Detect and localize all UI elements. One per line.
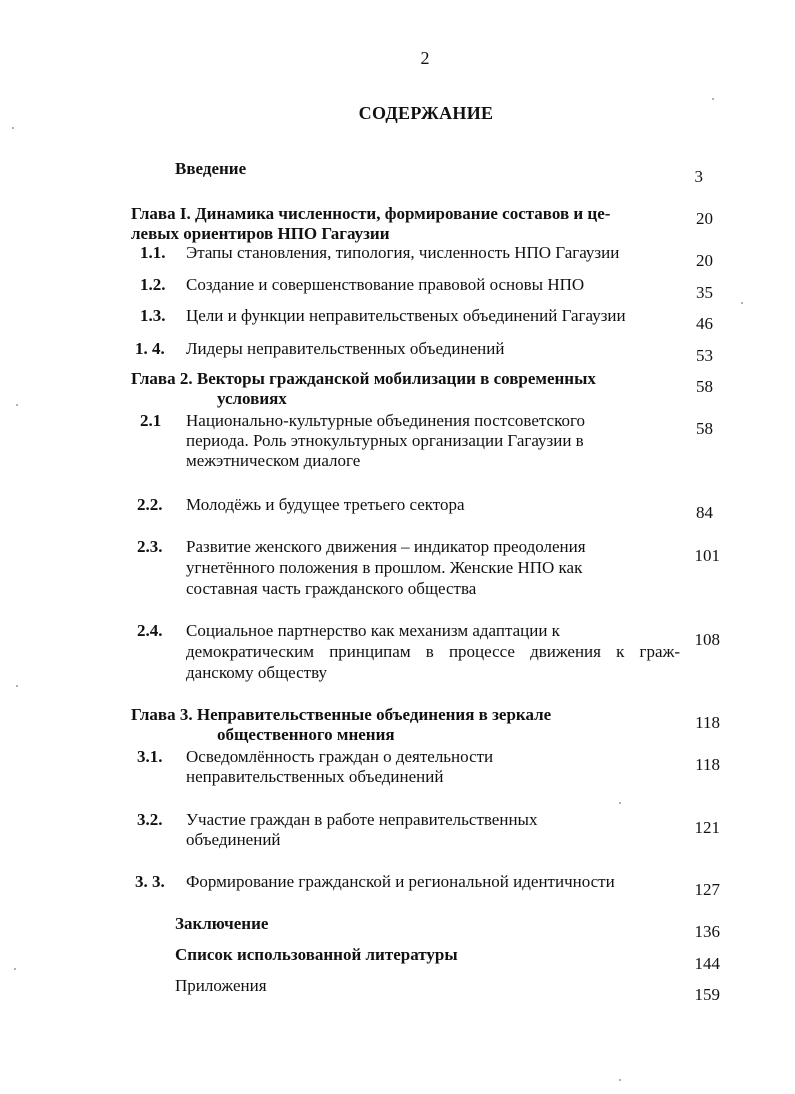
section-number: 2.1 (140, 411, 162, 430)
section-page: 118 (695, 755, 720, 774)
section-page: 84 (696, 503, 713, 522)
chapter3-title-line2: общественного мнения (217, 725, 395, 744)
section-title: Цели и функции неправительственых объединений Гагаузии (186, 306, 626, 325)
section-number: 1.3. (140, 306, 166, 325)
page-number: 2 (420, 48, 430, 68)
scan-speck (619, 802, 621, 804)
conclusion-page: 136 (694, 922, 720, 941)
section-title-line: Осведомлённость граждан о деятельности (186, 747, 494, 766)
bibliography-page: 144 (694, 954, 720, 973)
chapter3-title-line1: Глава 3. Неправительственные объединения в зеркале (131, 705, 552, 724)
section-number: 1.1. (140, 243, 166, 262)
section-number: 1.2. (140, 275, 166, 294)
scan-speck (16, 685, 18, 687)
chapter1-title-line1: Глава I. Динамика численности, формирование составов и це- (131, 204, 611, 223)
section-title-line: Молодёжь и будущее третьего сектора (186, 495, 465, 514)
scan-speck (16, 404, 18, 406)
section-title-line: Социальное партнерство как механизм адаптации к (186, 621, 560, 640)
chapter2-title-line1: Глава 2. Векторы гражданской мобилизации в современных (131, 369, 596, 388)
section-title-line: Формирование гражданской и региональной идентичности (186, 872, 615, 891)
section-number: 2.3. (137, 537, 163, 556)
appendix-page: 159 (694, 985, 720, 1004)
section-number: 1. 4. (135, 339, 165, 358)
intro-page: 3 (694, 167, 703, 186)
section-page: 53 (696, 346, 713, 365)
section-number: 3. 3. (135, 872, 165, 891)
scan-speck (712, 98, 714, 100)
scan-speck (14, 968, 16, 970)
section-page: 121 (694, 818, 720, 837)
section-title-line: Участие граждан в работе неправительственных (186, 810, 538, 829)
section-page: 46 (696, 314, 713, 333)
section-page: 101 (694, 546, 720, 565)
section-page: 58 (696, 419, 713, 438)
chapter2-title-line2: условиях (217, 389, 287, 408)
section-number: 2.4. (137, 621, 163, 640)
scan-speck (12, 127, 14, 129)
section-page: 20 (696, 251, 713, 270)
conclusion-label: Заключение (175, 914, 269, 933)
section-title: Этапы становления, типология, численность НПО Гагаузии (186, 243, 620, 262)
chapter3-page: 118 (695, 713, 720, 732)
appendix-label: Приложения (175, 976, 267, 995)
section-title-line: Национально-культурные объединения постсоветского (186, 411, 586, 430)
section-page: 35 (696, 283, 713, 302)
page-title: СОДЕРЖАНИЕ (358, 103, 494, 123)
section-title-line: Развитие женского движения – индикатор преодоления (186, 537, 586, 556)
section-title: Лидеры неправительственных объединений (186, 339, 505, 358)
section-number: 3.1. (137, 747, 163, 766)
section-title: Создание и совершенствование правовой основы НПО (186, 275, 585, 294)
section-number: 3.2. (137, 810, 163, 829)
section-title-line: демократическим принципам в процессе движения к граж- (186, 642, 680, 661)
section-page: 108 (694, 630, 720, 649)
section-title-line: неправительственных объединений (186, 767, 444, 786)
section-title-line: данскому обществу (186, 663, 328, 682)
chapter2-page: 58 (696, 377, 713, 396)
section-title-line: межэтническом диалоге (186, 451, 361, 470)
scan-speck (741, 302, 743, 304)
bibliography-label: Список использованной литературы (175, 945, 458, 964)
section-page: 127 (694, 880, 720, 899)
scan-speck (619, 1079, 621, 1081)
section-title-line: угнетённого положения в прошлом. Женские НПО как (186, 558, 583, 577)
chapter1-page: 20 (696, 209, 713, 228)
section-number: 2.2. (137, 495, 163, 514)
chapter1-title-line2: левых ориентиров НПО Гагаузии (131, 224, 390, 243)
section-title-line: составная часть гражданского общества (186, 579, 477, 598)
intro-label: Введение (175, 159, 247, 178)
section-title-line: объединений (186, 830, 281, 849)
section-title-line: периода. Роль этнокультурных организации Гагаузии в (186, 431, 584, 450)
